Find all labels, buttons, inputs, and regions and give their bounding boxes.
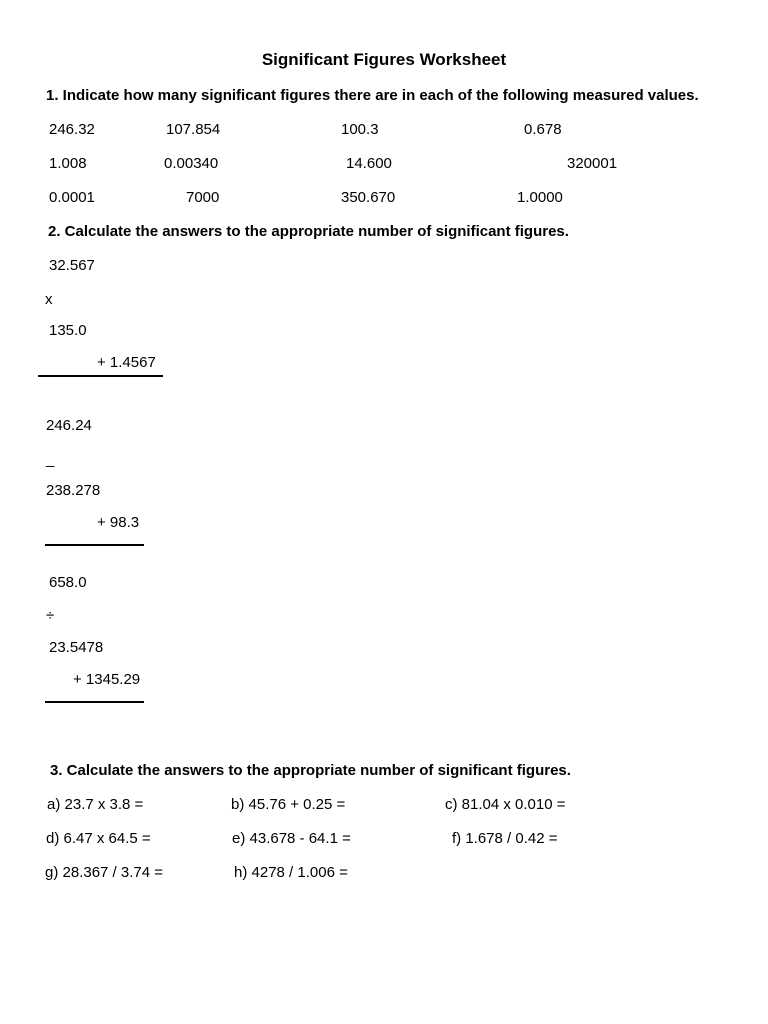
q1-value: 107.854 [166, 121, 221, 138]
q3-item-e: e) 43.678 - 64.1 = [232, 830, 351, 847]
q2-operand: 135.0 [49, 322, 87, 339]
q3-item-d: d) 6.47 x 64.5 = [46, 830, 151, 847]
q1-value: 0.00340 [164, 155, 219, 172]
q2-addend: + 1.4567 [97, 354, 156, 371]
q2-operator: _ [46, 451, 55, 468]
answer-line [45, 544, 144, 546]
q1-value: 7000 [186, 189, 220, 206]
q3-item-a: a) 23.7 x 3.8 = [47, 796, 144, 813]
q2-operand: 32.567 [49, 257, 95, 274]
q1-value: 350.670 [341, 189, 396, 206]
q2-operand: 238.278 [46, 482, 101, 499]
answer-line [45, 701, 144, 703]
q1-value: 100.3 [341, 121, 379, 138]
q2-operator: x [45, 291, 53, 308]
answer-line [38, 375, 163, 377]
q1-value: 14.600 [346, 155, 392, 172]
question-2-heading: 2. Calculate the answers to the appropriate number of significant figures. [48, 223, 569, 240]
q1-value: 0.0001 [49, 189, 95, 206]
q1-value: 1.008 [49, 155, 87, 172]
q2-addend: + 1345.29 [73, 671, 141, 688]
q3-item-f: f) 1.678 / 0.42 = [452, 830, 558, 847]
question-3-heading: 3. Calculate the answers to the appropriate number of significant figures. [50, 762, 571, 779]
q1-value: 0.678 [524, 121, 562, 138]
q3-item-b: b) 45.76 + 0.25 = [231, 796, 346, 813]
q3-item-c: c) 81.04 x 0.010 = [445, 796, 566, 813]
question-1-heading: 1. Indicate how many significant figures there are in each of the following measured values. [46, 87, 699, 104]
q2-operator: ÷ [46, 607, 55, 624]
q2-addend: + 98.3 [97, 514, 140, 531]
q1-value: 320001 [567, 155, 618, 172]
q3-item-g: g) 28.367 / 3.74 = [45, 864, 164, 881]
q2-operand: 246.24 [46, 417, 92, 434]
q1-value: 1.0000 [517, 189, 563, 206]
worksheet-title: Significant Figures Worksheet [261, 50, 507, 69]
q2-operand: 23.5478 [49, 639, 104, 656]
q1-value: 246.32 [49, 121, 95, 138]
q3-item-h: h) 4278 / 1.006 = [234, 864, 348, 881]
q2-operand: 658.0 [49, 574, 87, 591]
